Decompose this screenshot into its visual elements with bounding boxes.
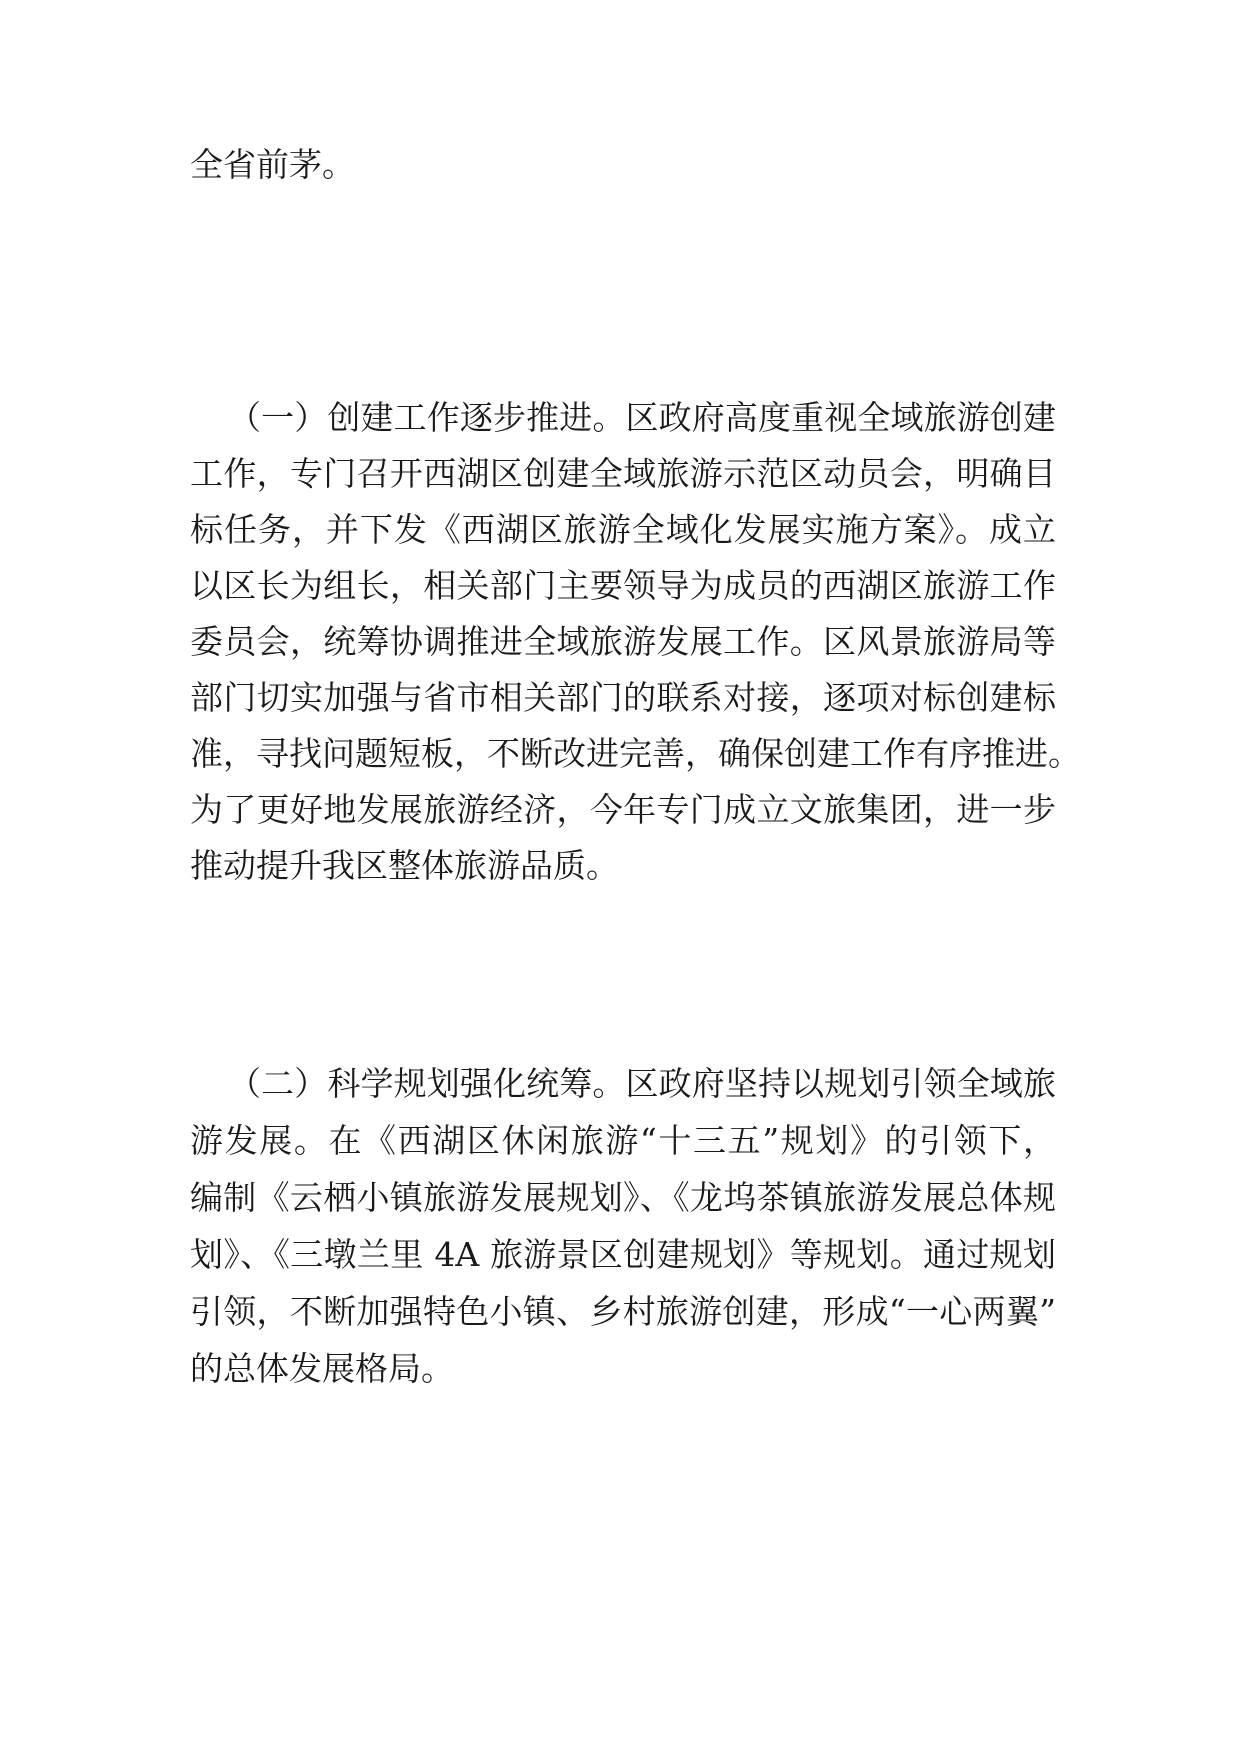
text-line: 以区长为组长，相关部门主要领导为成员的西湖区旅游工作 xyxy=(190,566,1056,605)
text-line: 推动提升我区整体旅游品质。 xyxy=(190,846,619,885)
text-line: 工作，专门召开西湖区创建全域旅游示范区动员会，明确目 xyxy=(190,454,1056,493)
text-line: 的总体发展格局。 xyxy=(190,1349,454,1388)
paragraph-first-line: （一）创建工作逐步推进。区政府高度重视全域旅游创建 xyxy=(228,398,1056,437)
text-line: 游发展。在《西湖区休闲旅游“十三五”规划》的引领下， xyxy=(190,1121,1056,1160)
text-line: 标任务，并下发《西湖区旅游全域化发展实施方案》。成立 xyxy=(190,510,1056,549)
text-line: 为了更好地发展旅游经济，今年专门成立文旅集团，进一步 xyxy=(190,790,1056,829)
text-line: 划》、《三墩兰里 4A 旅游景区创建规划》等规划。通过规划 xyxy=(190,1235,1056,1274)
text-line: 引领，不断加强特色小镇、乡村旅游创建，形成“一心两翼” xyxy=(190,1292,1056,1331)
text-line: 编制《云栖小镇旅游发展规划》、《龙坞茶镇旅游发展总体规 xyxy=(190,1178,1056,1217)
text-line: 委员会，统筹协调推进全域旅游发展工作。区风景旅游局等 xyxy=(190,622,1056,661)
text-line: 准，寻找问题短板，不断改进完善，确保创建工作有序推进。 xyxy=(190,734,1081,773)
paragraph-first-line: （二）科学规划强化统筹。区政府坚持以规划引领全域旅 xyxy=(228,1064,1056,1103)
text-line: 部门切实加强与省市相关部门的联系对接，逐项对标创建标 xyxy=(190,678,1056,717)
text-line: 全省前茅。 xyxy=(190,145,355,184)
